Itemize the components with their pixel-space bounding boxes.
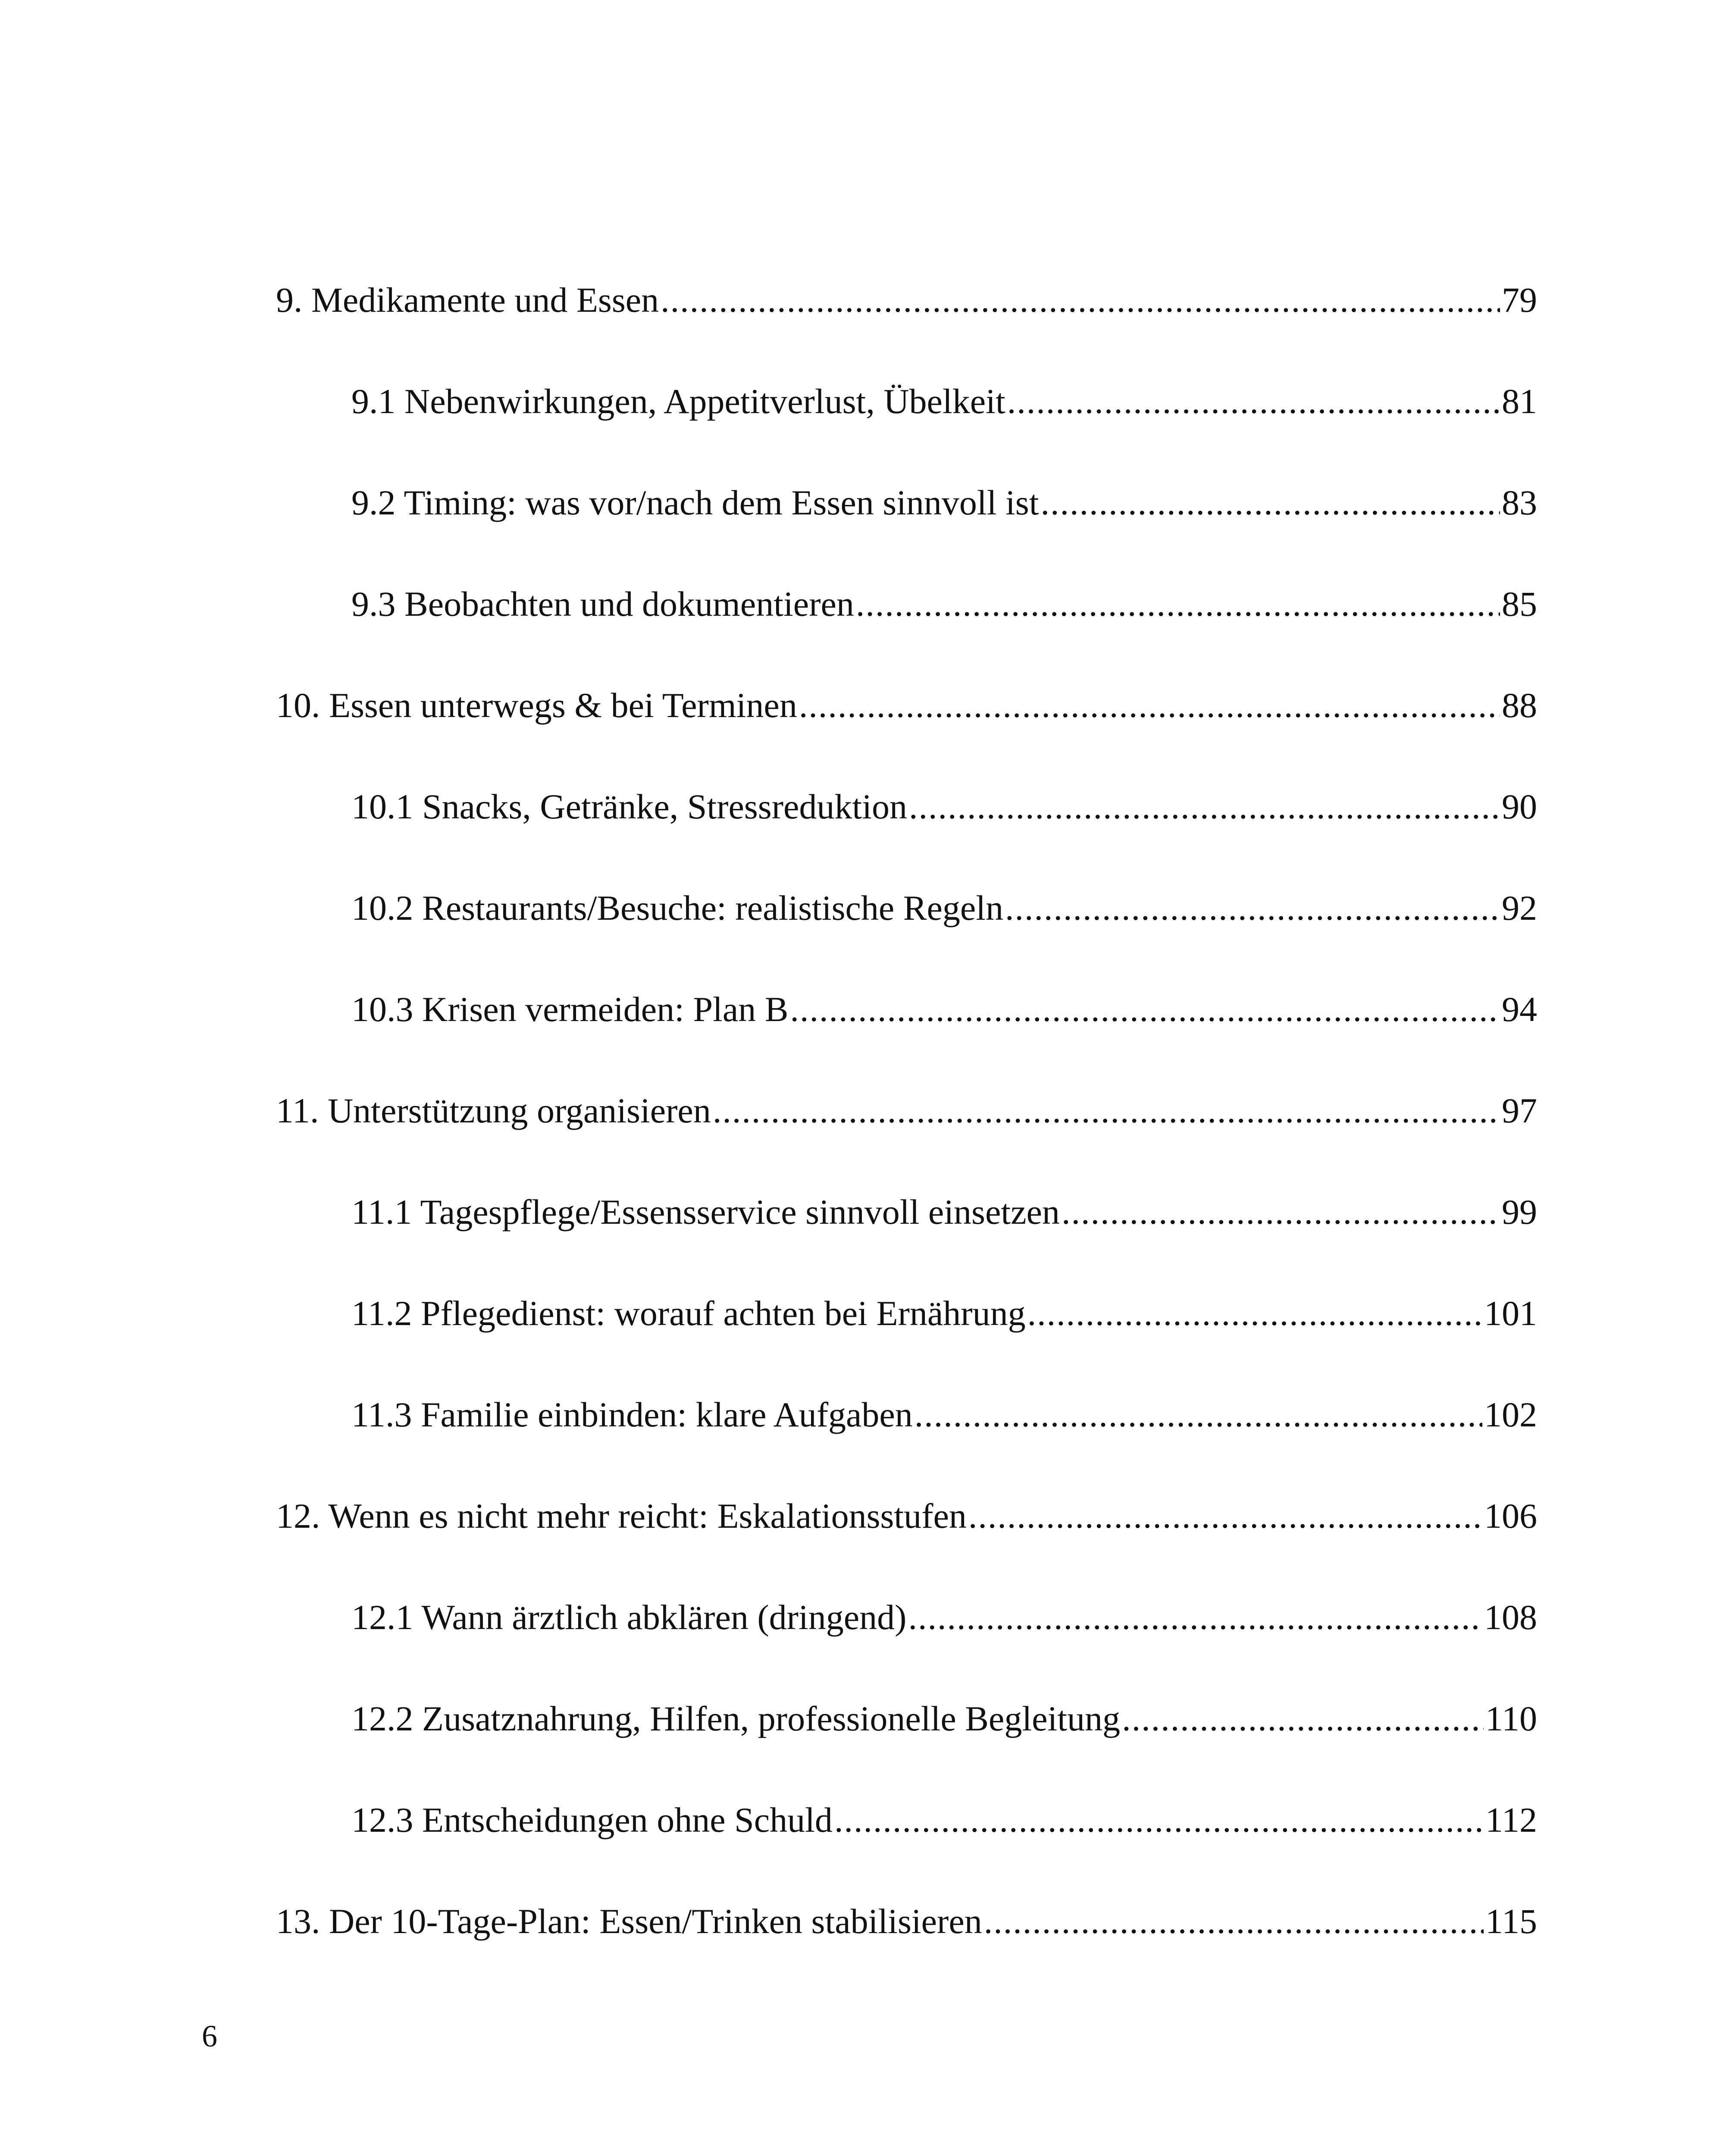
- toc-entry-page: 81: [1502, 382, 1537, 421]
- toc-entry-page: 88: [1502, 686, 1537, 725]
- toc-entry-page: 94: [1502, 990, 1537, 1029]
- toc-entry[interactable]: [276, 282, 1537, 318]
- toc-entry-title: 12.3 Entscheidungen ohne Schuld: [351, 1800, 833, 1839]
- dot-leader: [908, 1600, 1482, 1635]
- page-number: 6: [202, 2019, 217, 2053]
- dot-leader: [1040, 485, 1500, 520]
- toc-entry-page: 110: [1485, 1699, 1537, 1738]
- dot-leader: [713, 1093, 1500, 1128]
- dot-leader: [1007, 384, 1500, 419]
- toc-entry[interactable]: [351, 890, 1537, 926]
- toc-entry-page: 92: [1502, 888, 1537, 928]
- dot-leader: [799, 688, 1500, 723]
- toc-entry-title: 11.3 Familie einbinden: klare Aufgaben: [351, 1395, 913, 1434]
- toc-entry-title: 10.1 Snacks, Getränke, Stressreduktion: [351, 787, 907, 826]
- toc-entry-page: 85: [1502, 584, 1537, 624]
- toc-entry-title: 12.1 Wann ärztlich abklären (dringend): [351, 1598, 907, 1637]
- toc-entry-title: 10.2 Restaurants/Besuche: realistische Regeln: [351, 888, 1004, 928]
- dot-leader: [790, 992, 1500, 1027]
- toc-entry[interactable]: [351, 992, 1537, 1027]
- dot-leader: [1062, 1194, 1500, 1230]
- dot-leader: [984, 1904, 1484, 1939]
- toc-entry[interactable]: [351, 1397, 1537, 1432]
- dot-leader: [661, 282, 1500, 318]
- toc-entry[interactable]: [351, 1802, 1537, 1838]
- dot-leader: [1122, 1701, 1484, 1736]
- toc-entry[interactable]: [351, 1296, 1537, 1331]
- toc-entry-title: 12.2 Zusatznahrung, Hilfen, professionelle Begleitung: [351, 1699, 1121, 1738]
- toc-entry[interactable]: [276, 1093, 1537, 1128]
- toc-entry-page: 99: [1502, 1192, 1537, 1232]
- toc-entry-title: 9.1 Nebenwirkungen, Appetitverlust, Übelkeit: [351, 382, 1005, 421]
- toc-entry[interactable]: [351, 789, 1537, 824]
- dot-leader: [1027, 1296, 1482, 1331]
- toc-entry[interactable]: [351, 1701, 1537, 1736]
- dot-leader: [968, 1498, 1482, 1534]
- toc-entry-page: 108: [1484, 1598, 1537, 1637]
- toc-entry-title: 10.3 Krisen vermeiden: Plan B: [351, 990, 789, 1029]
- toc-entry-title: 9.2 Timing: was vor/nach dem Essen sinnvoll ist: [351, 483, 1039, 522]
- toc-entry-page: 112: [1485, 1800, 1537, 1839]
- toc-entry-title: 9. Medikamente und Essen: [276, 280, 659, 320]
- toc-entry[interactable]: [351, 384, 1537, 419]
- toc-entry-page: 106: [1484, 1496, 1537, 1536]
- toc-entry[interactable]: [276, 1498, 1537, 1534]
- dot-leader: [856, 586, 1500, 622]
- toc-entry-title: 9.3 Beobachten und dokumentieren: [351, 584, 854, 624]
- toc-entry[interactable]: [351, 586, 1537, 622]
- toc-entry-page: 115: [1485, 1902, 1537, 1941]
- toc-entry-page: 90: [1502, 787, 1537, 826]
- toc-entry-title: 11.1 Tagespflege/Essensservice sinnvoll einsetzen: [351, 1192, 1060, 1232]
- toc-entry-title: 11. Unterstützung organisieren: [276, 1091, 711, 1130]
- toc-entry-title: 10. Essen unterwegs & bei Terminen: [276, 686, 797, 725]
- toc-entry-page: 83: [1502, 483, 1537, 522]
- toc-entry[interactable]: [351, 1194, 1537, 1230]
- toc-entry[interactable]: [276, 1904, 1537, 1939]
- toc-entry-title: 13. Der 10-Tage-Plan: Essen/Trinken stabilisieren: [276, 1902, 982, 1941]
- toc-entry[interactable]: [276, 688, 1537, 723]
- toc-entry-page: 102: [1484, 1395, 1537, 1434]
- toc-entry-page: 79: [1502, 280, 1537, 320]
- toc-entry[interactable]: [351, 1600, 1537, 1635]
- toc-entry-title: 11.2 Pflegedienst: worauf achten bei Ernährung: [351, 1294, 1026, 1333]
- dot-leader: [1005, 890, 1500, 926]
- toc-entry-page: 97: [1502, 1091, 1537, 1130]
- toc-entry[interactable]: [351, 485, 1537, 520]
- dot-leader: [834, 1802, 1484, 1838]
- dot-leader: [909, 789, 1500, 824]
- dot-leader: [915, 1397, 1482, 1432]
- toc-entry-title: 12. Wenn es nicht mehr reicht: Eskalationsstufen: [276, 1496, 967, 1536]
- toc-entry-page: 101: [1484, 1294, 1537, 1333]
